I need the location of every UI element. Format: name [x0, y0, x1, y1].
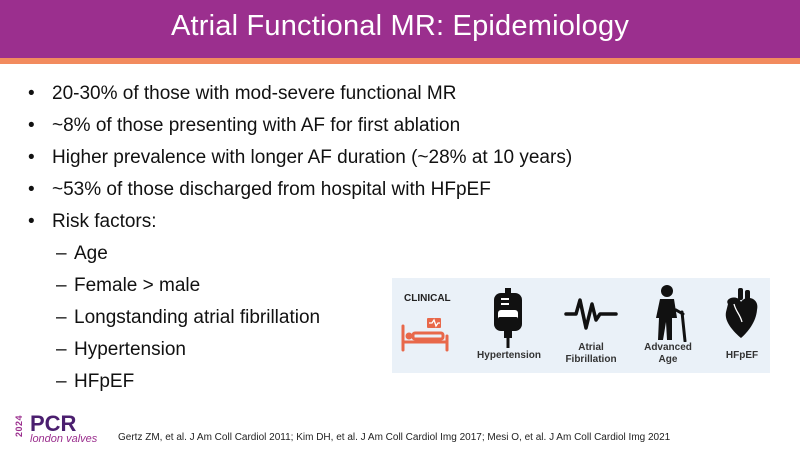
- bullet-item: • ~53% of those discharged from hospital with HFpEF: [22, 174, 572, 206]
- hospital-bed-icon: [400, 316, 450, 357]
- sub-bullet-item: – Female > male: [56, 275, 201, 296]
- logo-year: 2024: [14, 415, 24, 438]
- logo-subtitle: london valves: [30, 433, 98, 445]
- hypertension-label: Hypertension: [477, 350, 541, 361]
- bullet-item: • Risk factors:: [22, 206, 572, 238]
- citation: Gertz ZM, et al. J Am Coll Cardiol 2011; Kim DH, et al. J Am Coll Cardiol Img 2017; Mesi O, et al. J Am Coll Cardiol Img 2021: [118, 432, 671, 443]
- clinical-label: CLINICAL: [404, 293, 451, 304]
- slide-title: Atrial Functional MR: Epidemiology: [170, 10, 630, 42]
- bullet-item: • 20-30% of those with mod-severe functional MR: [22, 78, 572, 110]
- clinical-panel: [392, 278, 770, 373]
- pcr-logo: [14, 413, 104, 445]
- ecg-wave-icon: [564, 294, 618, 339]
- hfpef-label: HFpEF: [725, 350, 759, 361]
- heart-icon: [722, 288, 762, 345]
- sub-bullet-item: – Longstanding atrial fibrillation: [56, 307, 321, 328]
- sub-bullet-item: – Hypertension: [56, 339, 186, 360]
- sub-bullet-item: – HFpEF: [56, 371, 135, 392]
- bullet-item: • ~8% of those presenting with AF for first ablation: [22, 110, 572, 142]
- atrial-fibrillation-label: Atrial Fibrillation: [565, 342, 617, 365]
- title-underline: [0, 58, 800, 64]
- sub-bullet-item: – Age: [56, 243, 108, 264]
- elderly-person-icon: [650, 284, 688, 347]
- iv-bag-icon: [491, 288, 525, 353]
- bullet-item: • Higher prevalence with longer AF duration (~28% at 10 years): [22, 142, 572, 174]
- title-bar: [0, 0, 800, 58]
- advanced-age-label: Advanced Age: [644, 342, 692, 365]
- logo-brand: PCR: [30, 411, 77, 436]
